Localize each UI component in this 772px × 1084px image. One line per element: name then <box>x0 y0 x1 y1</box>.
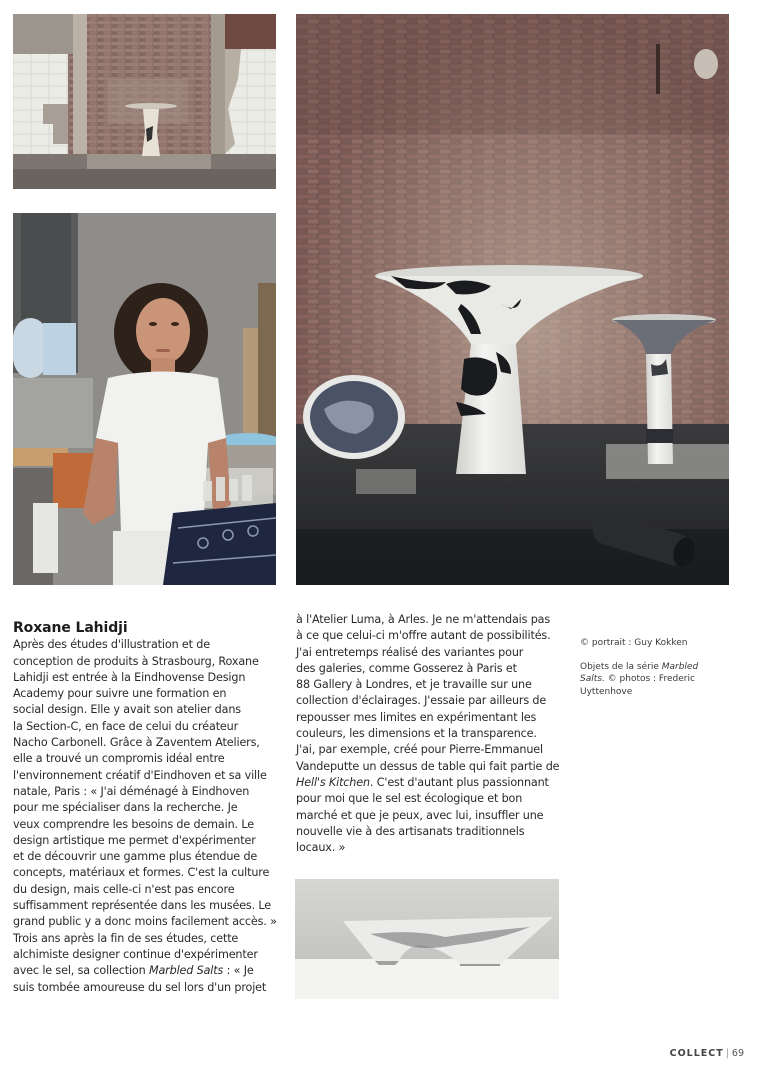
caption-portrait-credit <box>580 637 687 649</box>
article-column-2 <box>296 612 571 856</box>
text-line: à l'Atelier Luma, à Arles. Je ne m'attendais pas <box>296 613 551 626</box>
caption-text: © photos : Frederic <box>604 674 695 685</box>
text-line: conception de produits à Strasbourg, Roxane <box>13 654 259 668</box>
text-segment: avec le sel, sa collection <box>13 964 149 978</box>
text-line: J'ai, par exemple, créé pour Pierre-Emmanuel <box>296 743 543 757</box>
page-folio <box>670 1048 744 1059</box>
text-line: natale, Paris : « J'ai déménagé à Eindhoven <box>13 784 250 798</box>
text-line: grand public y a donc moins facilement accès. » <box>13 915 277 929</box>
image-top-left <box>13 14 276 189</box>
salt-tray-illustration <box>295 879 559 999</box>
collection-title: Marbled Salts <box>148 964 224 978</box>
text-line: design artistique me permet d'expérimenter <box>13 833 256 847</box>
text-line <box>13 963 288 979</box>
article-heading: Roxane Lahidji <box>13 620 128 636</box>
article-column-1 <box>13 620 288 996</box>
text-line: des galeries, comme Gosserez à Paris et <box>296 661 517 675</box>
image-main <box>296 14 729 585</box>
text-line: à ce que celui-ci m'offre autant de possibilités. <box>296 629 551 643</box>
text-line: collection d'éclairages. J'essaie par ailleurs de <box>296 694 547 708</box>
image-portrait <box>13 213 276 585</box>
text-line: la Section-C, en face de celui du créateur <box>13 719 239 733</box>
text-line <box>296 775 571 791</box>
text-line: Vandeputte un dessus de table qui fait partie de <box>296 759 560 773</box>
caption-series-title: Salts. <box>580 674 605 685</box>
text-line: l'environnement créatif d'Eindhoven et sa ville <box>13 768 267 782</box>
text-line: J'ai entretemps réalisé des variantes pour <box>296 645 524 659</box>
text-line: pour me spécialiser dans la recherche. Je <box>13 801 238 815</box>
text-line: et de découvrir une gamme plus étendue de <box>13 850 258 864</box>
salt-tables-illustration <box>296 14 729 585</box>
text-line: marché et que je peux, avec lui, insuffler une <box>296 808 544 822</box>
project-title: Hell's Kitchen <box>296 775 370 789</box>
text-line: veux comprendre les besoins de demain. Le <box>13 817 254 831</box>
folio-separator: | <box>725 1048 730 1059</box>
text-line: concepts, matériaux et formes. C'est la culture <box>13 866 270 880</box>
text-line: Après des études d'illustration et de <box>13 638 210 652</box>
text-segment: : « Je <box>223 964 254 978</box>
text-line: alchimiste designer continue d'expérimenter <box>13 947 258 961</box>
text-line: pour moi que le sel est écologique et bon <box>296 792 523 806</box>
image-bottom <box>295 879 559 999</box>
text-line: Academy pour suivre une formation en <box>13 687 227 701</box>
text-line: Trois ans après la fin de ses études, cette <box>13 931 239 945</box>
room-scene-illustration <box>13 14 276 189</box>
text-line: Nacho Carbonell. Grâce à Zaventem Ateliers, <box>13 736 260 750</box>
caption-text: Objets de la série <box>580 662 662 672</box>
portrait-illustration <box>13 213 276 585</box>
caption-text: © portrait : Guy Kokken <box>580 638 688 648</box>
text-line: Lahidji est entrée à la Eindhovense Design <box>13 670 246 684</box>
magazine-name: COLLECT <box>669 1048 724 1059</box>
text-line: 88 Gallery à Londres, et je travaille sur une <box>296 678 532 692</box>
text-line: locaux. » <box>296 841 346 855</box>
text-line: couleurs, les dimensions et la transparence. <box>296 727 537 741</box>
text-line: suis tombée amoureuse du sel lors d'un projet <box>13 980 267 994</box>
text-line: elle a trouvé un compromis idéal entre <box>13 752 225 766</box>
text-line: du design, mais celle-ci n'est pas encore <box>13 882 235 896</box>
text-line: social design. Elle y avait son atelier dans <box>13 703 241 717</box>
caption-objects-credit <box>580 661 730 698</box>
text-line: repousser mes limites en expérimentant les <box>296 710 537 724</box>
page-number: 69 <box>731 1048 744 1059</box>
text-line: suffisamment représentée dans les musées. Le <box>13 899 272 913</box>
caption-series-title: Marbled <box>661 662 699 672</box>
text-line: nouvelle vie à des artisanats traditionnels <box>296 824 525 838</box>
caption-text: Uyttenhove <box>580 686 633 697</box>
text-segment: . C'est d'autant plus passionnant <box>369 775 549 789</box>
